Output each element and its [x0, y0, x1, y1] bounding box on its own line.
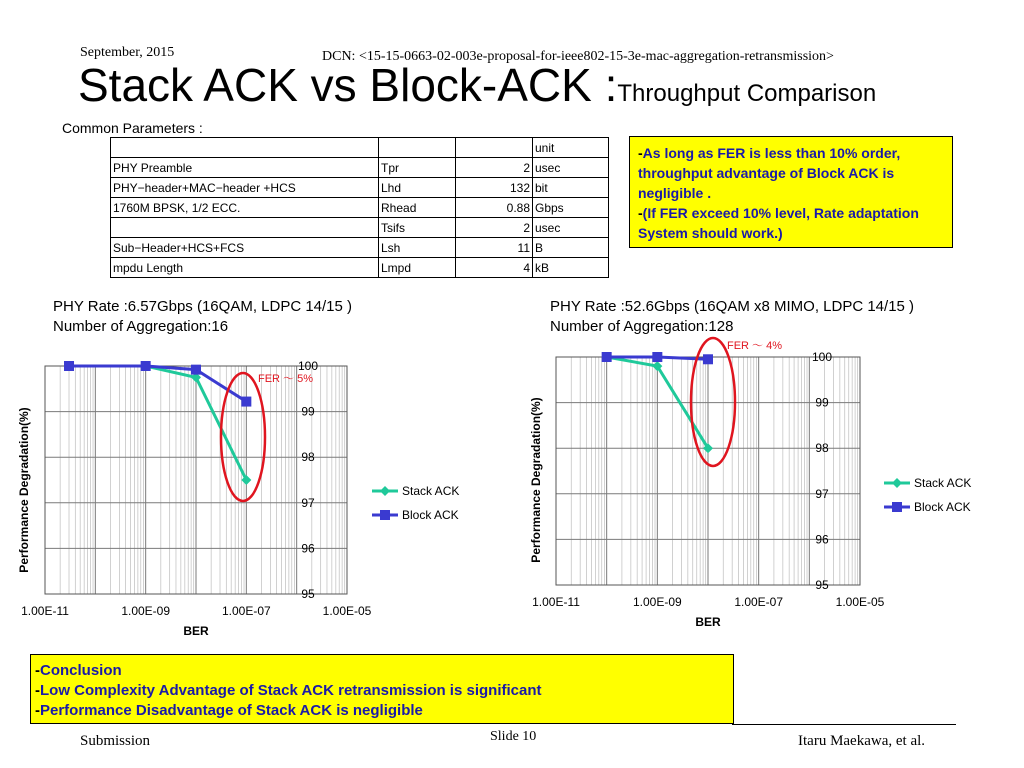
- header-dcn: DCN: <15-15-0663-02-003e-proposal-for-ieee802-15-3e-mac-aggregation-retransmission>: [322, 49, 834, 64]
- y-tick-label: 96: [815, 532, 829, 547]
- table-cell: 11: [456, 238, 533, 258]
- footer-submission: Submission: [80, 733, 151, 749]
- data-point: [652, 352, 662, 362]
- table-cell: PHY−header+MAC−header +HCS: [111, 178, 379, 198]
- table-cell: bit: [533, 178, 609, 198]
- table-cell: Gbps: [533, 198, 609, 218]
- table-cell: Sub−Header+HCS+FCS: [111, 238, 379, 258]
- left-chart-phy-rate: PHY Rate :6.57Gbps (16QAM, LDPC 14/15 ): [53, 298, 353, 315]
- data-point: [191, 365, 201, 375]
- table-cell: mpdu Length: [111, 258, 379, 278]
- table-cell: 4: [456, 258, 533, 278]
- y-tick-label: 95: [301, 587, 315, 601]
- y-tick-label: 98: [815, 441, 829, 456]
- table-cell: usec: [533, 158, 609, 178]
- legend-marker: [380, 486, 390, 496]
- header-date: September, 2015: [80, 45, 175, 60]
- y-tick-label: 99: [301, 404, 315, 419]
- table-cell: B: [533, 238, 609, 258]
- chart-left: [17, 359, 459, 638]
- table-cell: Lmpd: [379, 258, 456, 278]
- fer-highlight-ellipse: [221, 373, 265, 501]
- title-sub: Throughput Comparison: [617, 80, 877, 107]
- table-cell: 1760M BPSK, 1/2 ECC.: [111, 198, 379, 218]
- table-cell: usec: [533, 218, 609, 238]
- y-axis-label: Performance Degradation(%): [529, 397, 543, 563]
- data-point: [241, 397, 251, 407]
- legend-marker: [892, 502, 902, 512]
- table-cell: 2: [456, 158, 533, 178]
- chart-right: [529, 338, 971, 629]
- conclusion-line-3: -Performance Disadvantage of Stack ACK is negligible: [35, 702, 423, 719]
- table-cell: kB: [533, 258, 609, 278]
- legend-label: Stack ACK: [914, 476, 972, 490]
- table-cell: 132: [456, 178, 533, 198]
- data-point: [703, 354, 713, 364]
- left-chart-aggregation: Number of Aggregation:16: [53, 318, 229, 335]
- conclusion-box: [30, 654, 734, 724]
- table-cell: Lsh: [379, 238, 456, 258]
- data-point: [602, 352, 612, 362]
- conclusion-line-1: -Conclusion: [35, 662, 122, 679]
- right-chart-aggregation: Number of Aggregation:128: [550, 318, 734, 335]
- conclusion-line-2: -Low Complexity Advantage of Stack ACK retransmission is significant: [35, 682, 542, 699]
- y-tick-label: 96: [301, 541, 315, 556]
- legend-label: Block ACK: [402, 508, 459, 522]
- x-tick-label: 1.00E-09: [632, 595, 682, 609]
- y-tick-label: 97: [815, 486, 829, 501]
- y-tick-label: 98: [301, 450, 315, 465]
- x-tick-label: 1.00E-07: [221, 604, 271, 618]
- right-chart-phy-rate: PHY Rate :52.6Gbps (16QAM x8 MIMO, LDPC 14/15 ): [550, 298, 915, 315]
- common-parameters-label: Common Parameters :: [62, 120, 203, 136]
- y-tick-label: 99: [815, 395, 829, 410]
- y-tick-label: 100: [811, 350, 833, 364]
- table-cell: Lhd: [379, 178, 456, 198]
- table-cell: Tsifs: [379, 218, 456, 238]
- x-tick-label: 1.00E-11: [21, 604, 69, 618]
- note-line-2: -(If FER exceed 10% level, Rate adaptation System should work.): [638, 205, 919, 241]
- data-point: [141, 361, 151, 371]
- y-tick-label: 95: [815, 578, 829, 592]
- y-tick-label: 100: [297, 359, 319, 373]
- x-tick-label: 1.00E-11: [532, 595, 580, 609]
- footer-author: Itaru Maekawa, et al.: [798, 733, 926, 749]
- table-cell: unit: [533, 138, 609, 158]
- table-cell: 2: [456, 218, 533, 238]
- legend-label: Stack ACK: [402, 484, 460, 498]
- table-cell: Rhead: [379, 198, 456, 218]
- data-point: [241, 475, 251, 485]
- legend-marker: [380, 510, 390, 520]
- y-axis-label: Performance Degradation(%): [17, 407, 31, 573]
- fer-annotation: FER ～ 4%: [727, 340, 783, 352]
- legend-label: Block ACK: [914, 500, 971, 514]
- data-point: [64, 361, 74, 371]
- x-axis-label: BER: [695, 615, 721, 629]
- fer-annotation: FER ～ 5%: [258, 373, 314, 385]
- x-tick-label: 1.00E-05: [322, 604, 372, 618]
- table-cell: PHY Preamble: [111, 158, 379, 178]
- x-tick-label: 1.00E-07: [734, 595, 784, 609]
- table-cell: Tpr: [379, 158, 456, 178]
- footer-slide-number: Slide 10: [490, 729, 537, 744]
- y-tick-label: 97: [301, 495, 315, 510]
- table-cell: 0.88: [456, 198, 533, 218]
- note-line-1: -As long as FER is less than 10% order, throughput advantage of Block ACK is negligible .: [638, 145, 901, 201]
- legend-marker: [892, 478, 902, 488]
- footer-rule: [732, 724, 956, 725]
- x-tick-label: 1.00E-05: [835, 595, 885, 609]
- x-axis-label: BER: [183, 624, 209, 638]
- x-tick-label: 1.00E-09: [121, 604, 171, 618]
- title-main: Stack ACK vs Block-ACK :: [78, 59, 618, 111]
